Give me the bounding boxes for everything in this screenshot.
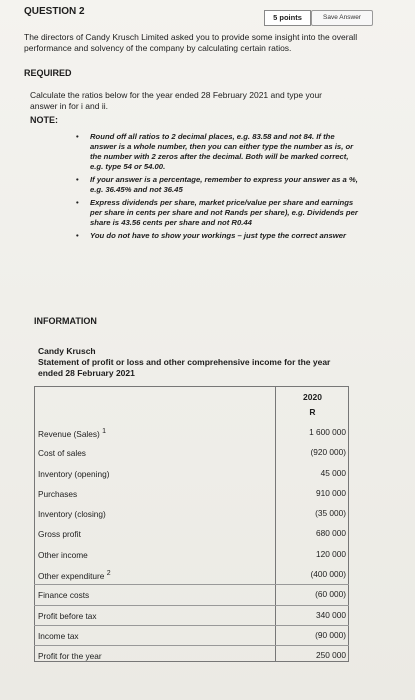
table-row: Profit before tax 340 000 — [34, 606, 349, 626]
note-item: • Round off all ratios to 2 decimal places, e.g. 83.58 and not 84. If the answer is a whole number, then you can either type the number as is, or the number with 2 zeros after the decimal. Both will be marked correct, e.g. type 54 or 54.00. — [76, 132, 354, 171]
bullet-icon: • — [76, 132, 79, 141]
required-heading: REQUIRED — [24, 68, 72, 78]
note-item: • You do not have to show your workings – just type the correct answer — [76, 231, 347, 240]
notes-list — [76, 132, 358, 244]
table-row: Inventory (opening) 45 000 — [38, 467, 346, 479]
table-row: Inventory (closing) (35 000) — [38, 508, 346, 520]
table-row: Income tax (90 000) — [34, 626, 349, 646]
table-row: Profit for the year 250 000 — [38, 650, 346, 662]
table-row: Other expenditure $^2$ (400 000) — [34, 565, 349, 585]
table-row: Finance costs (60 000) — [34, 585, 349, 605]
instruction-text: Calculate the ratios below for the year ended 28 February 2021 and type your answer in for i and ii. — [30, 90, 323, 111]
table-row: Gross profit 680 000 — [38, 528, 346, 540]
intro-text: The directors of Candy Krusch Limited asked you to provide some insight into the overall performance and solvency of the company by calculating certain ratios. — [24, 32, 358, 53]
bullet-icon: • — [76, 175, 79, 184]
bullet-icon: • — [76, 198, 79, 207]
table-row: Other income 120 000 — [38, 548, 346, 560]
bullet-icon: • — [76, 231, 79, 240]
information-heading: INFORMATION — [34, 316, 97, 326]
table-body — [34, 423, 349, 667]
note-item: • If your answer is a percentage, remember to express your answer as a %, e.g. 36.45% and not 36.45 — [76, 175, 358, 194]
table-row: Cost of sales (920 000) — [38, 447, 346, 459]
company-name: Candy Krusch — [38, 346, 96, 356]
table-row: Revenue (Sales) $^1$ 1 600 000 — [38, 427, 346, 439]
note-heading: NOTE: — [30, 115, 58, 125]
save-answer-button[interactable]: Save Answer — [311, 10, 373, 26]
year-header: 2020 — [303, 392, 322, 402]
statement-title: Statement of profit or loss and other comprehensive income for the year ended 28 February 2021 — [38, 357, 331, 378]
table-row: Purchases 910 000 — [38, 487, 346, 499]
question-title: QUESTION 2 — [24, 6, 85, 17]
note-item: • Express dividends per share, market price/value per share and earnings per share in cents per share and not Rands per share), e.g. Dividends per share is 43.56 cents per share and not R0.44 — [76, 198, 358, 227]
currency-header: R — [309, 407, 316, 417]
points-badge: 5 points — [264, 10, 311, 26]
